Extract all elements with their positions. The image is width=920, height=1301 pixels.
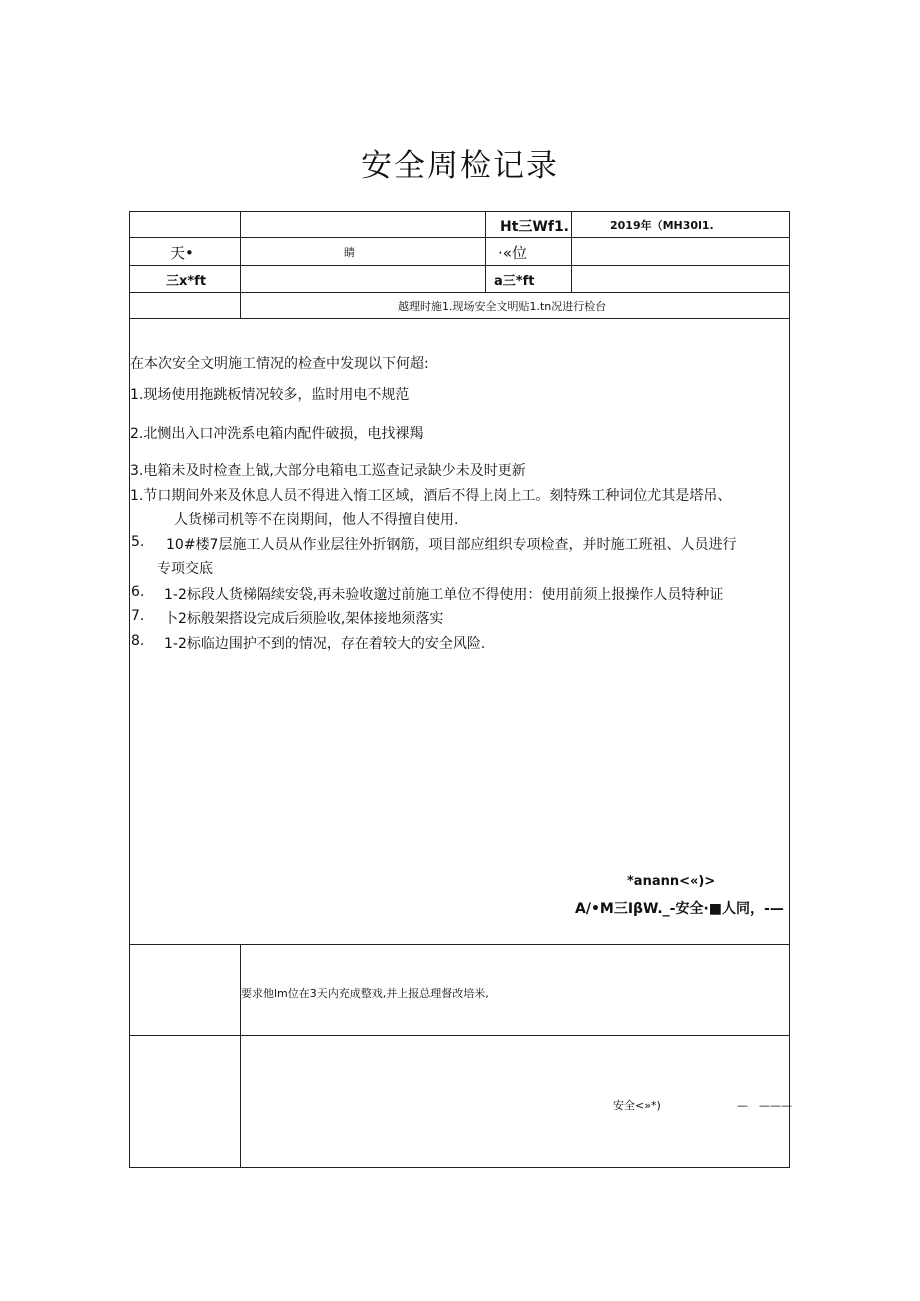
finding-item: 1-2标段人货梯隔续安袋,再未验收邈过前施工单位不得使用：使用前须上报操作人员特种证 (164, 587, 724, 603)
finding-item: 1.现场使用拖跳板情况较多，监时用电不规范 (130, 387, 410, 403)
header-cell: a三*ft (494, 274, 535, 289)
finding-item: 1.节口期间外来及休息人员不得进入惰工区域，酒后不得上岗上工。刻特殊工种词位尤其是塔吊、 (130, 488, 732, 504)
weather-value: 睛 (344, 246, 355, 259)
page-title: 安全周检记录 (361, 148, 559, 184)
rectification-requirement: 要求他lm位在3天内充成整戏,并上报总理督改培米, (241, 987, 489, 1000)
row-divider (130, 265, 789, 266)
col-divider (240, 944, 241, 1167)
row-divider (130, 944, 789, 945)
header-cell: 三x*ft (166, 274, 207, 289)
finding-item: 10#楼7层施工人员从作业层往外折钢筋，项目部应组织专项检查，并时施工班祖、人员进行 (166, 537, 737, 553)
item-number: 8. (131, 633, 145, 649)
inspector-signature: *anann<«)> (627, 874, 716, 889)
col-divider (571, 212, 572, 292)
finding-item: 卜2标般架搭设完成后须脸收,架体接地须落实 (164, 611, 444, 627)
item-number: 5. (131, 534, 145, 550)
date-value: 2019年（MH30l1. (610, 219, 714, 232)
signature-date-line: — ——— (737, 1099, 792, 1112)
header-cell: ·«位 (498, 244, 527, 262)
row-divider (130, 318, 789, 319)
finding-item-continued: 人货梯司机等不在岗期间，他人不得擅自使用. (174, 512, 459, 528)
row-divider (130, 1035, 789, 1036)
col-divider (485, 212, 486, 292)
finding-item: 2.北恻出入口冲洗系电箱内配件破损，电找裸羯 (130, 426, 424, 442)
item-number: 6. (131, 584, 145, 600)
item-number: 7. (131, 608, 145, 624)
weather-label: 天• (170, 244, 194, 262)
inspector-signature-line: A/•M三IβW._-安全·■人同，-— (575, 901, 784, 917)
row-divider (130, 292, 789, 293)
finding-item: 3.电箱未及时检查上钺,大部分电箱电工巡查记录缺少未及时更新 (130, 463, 526, 479)
inspection-form (129, 211, 790, 1168)
finding-item: 1-2标临边围护不到的情况，存在着较大的安全风险. (164, 636, 486, 652)
inspection-content: 越理时施1.现场安全文明贴1.tn况进行检台 (398, 300, 607, 313)
finding-item-continued: 专项交底 (157, 561, 213, 577)
header-cell: Ht三Wf1. (500, 219, 570, 235)
findings-intro: 在本次安全文明施工情况的检查中发现以下何超: (130, 356, 429, 372)
col-divider (240, 212, 241, 318)
safety-officer-signature: 安全<»*) (613, 1099, 661, 1112)
row-divider (130, 237, 789, 238)
